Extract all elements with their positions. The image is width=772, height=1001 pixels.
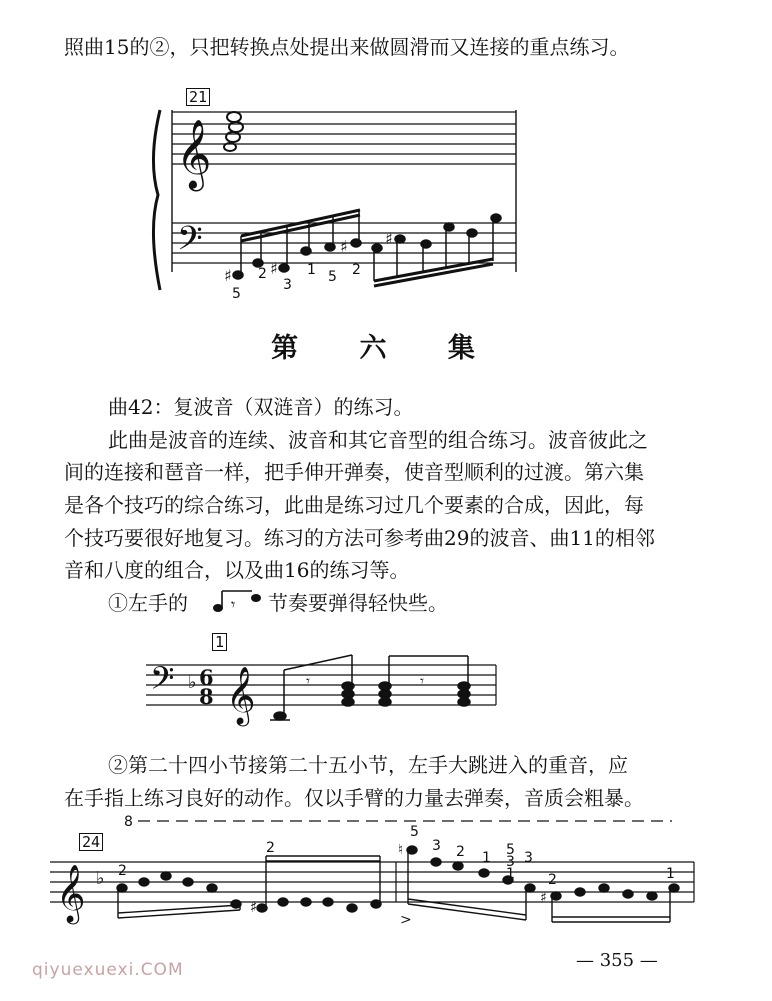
fingering: 2	[548, 872, 557, 888]
section-heading: 第 六 集	[271, 333, 501, 364]
watermark: qiyuexuexi.COM	[32, 960, 184, 980]
svg-text:𝄾: 𝄾	[420, 672, 424, 690]
fingering: 3	[283, 277, 292, 293]
treble-clef-icon: 𝄞	[176, 119, 212, 189]
fingering: 3	[506, 854, 515, 870]
svg-text:𝄾: 𝄾	[306, 672, 310, 690]
fingering: 1	[482, 850, 491, 866]
bass-clef-icon: 𝄢	[150, 660, 175, 704]
fingering: 1	[506, 866, 515, 882]
measure-number-21: 21	[186, 88, 210, 106]
paragraph-line-1: 此曲是波音的连续、波音和其它音型的组合练习。波音彼此之	[108, 428, 648, 452]
measure-24-notes	[117, 856, 381, 918]
fingering: 5	[410, 824, 419, 840]
point-1-suffix: 节奏要弹得轻快些。	[268, 591, 448, 615]
time-signature-top: 6	[199, 665, 214, 690]
bass-clef-icon: 𝄢	[177, 220, 203, 266]
svg-text:♯: ♯	[385, 229, 393, 248]
measure-25-notes	[407, 846, 679, 922]
fingering: 1	[666, 866, 675, 882]
accent-mark: >	[400, 912, 412, 928]
flat-icon: ♭	[96, 868, 105, 889]
svg-text:♯: ♯	[270, 259, 278, 278]
fingering: 5	[328, 269, 337, 285]
svg-text:♮: ♮	[398, 842, 404, 858]
point-1-prefix: ①左手的	[108, 591, 188, 615]
svg-text:♯: ♯	[250, 898, 258, 916]
treble-clef-icon: 𝄞	[226, 666, 256, 724]
fingering: 3	[524, 850, 533, 866]
paragraph-line-3: 是各个技巧的综合练习，此曲是练习过几个要素的合成，因此，每	[64, 493, 644, 517]
paragraph-line-5: 音和八度的组合，以及曲16的练习等。	[64, 558, 410, 582]
svg-text:♯: ♯	[340, 237, 348, 256]
fingering: 2	[118, 863, 127, 879]
treble-clef-icon: 𝄞	[56, 864, 86, 922]
page-number: — 355 —	[576, 950, 658, 971]
fingering: 5	[232, 286, 241, 302]
point-2-line-1: ②第二十四小节接第二十五小节，左手大跳进入的重音，应	[108, 753, 628, 777]
fingering: 1	[307, 262, 316, 278]
fingering: 2	[258, 266, 267, 282]
point-2-line-2: 在手指上练习良好的动作。仅以手臂的力量去弹奏，音质会粗暴。	[64, 786, 644, 810]
octave-mark: 8	[124, 814, 133, 830]
fingering: 2	[352, 262, 361, 278]
fingering: 5	[506, 842, 515, 858]
piece-title: 曲42：复波音（双涟音）的练习。	[108, 395, 414, 419]
svg-text:𝄾: 𝄾	[231, 595, 236, 614]
svg-text:♯: ♯	[224, 266, 232, 285]
paragraph-line-4: 个技巧要很好地复习。练习的方法可参考曲29的波音、曲11的相邻	[64, 526, 655, 550]
measure-number-24: 24	[79, 833, 103, 851]
intro-line: 照曲15的②，只把转换点处提出来做圆滑而又连接的重点练习。	[64, 35, 630, 59]
svg-text:♯: ♯	[540, 890, 547, 906]
measure-number-1: 1	[212, 633, 227, 651]
paragraph-line-2: 间的连接和琶音一样，把手伸开弹奏，使音型顺利的过渡。第六集	[64, 460, 644, 484]
fingering: 2	[266, 840, 275, 856]
flat-icon: ♭	[188, 672, 197, 693]
fingering: 2	[456, 844, 465, 860]
time-signature-bottom: 8	[199, 684, 214, 709]
fingering: 3	[432, 838, 441, 854]
